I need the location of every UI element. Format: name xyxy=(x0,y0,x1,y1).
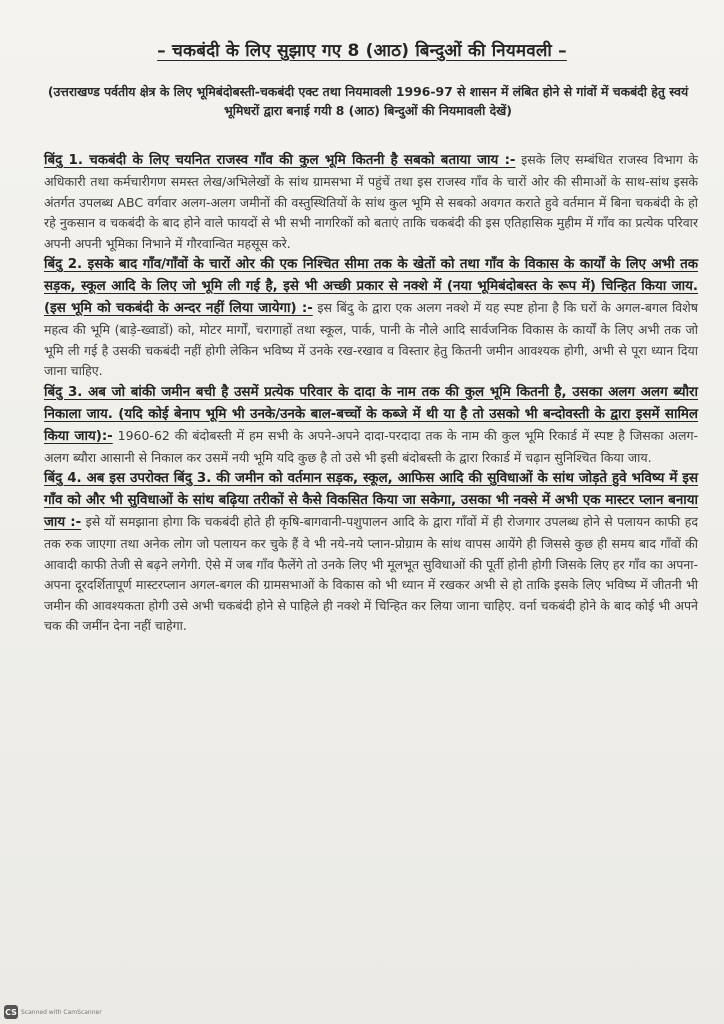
section-2 xyxy=(44,254,698,382)
title-text: – चकबंदी के लिए सुझाए गए 8 (आठ) बिन्दुओं की नियमवली – xyxy=(157,41,567,61)
subnote: (उत्तराखण्ड पर्वतीय क्षेत्र के लिए भूमिबंदोबस्ती-चकबंदी एक्ट तथा नियमावली 1996-97 से शासन में लंबित होने से गांवों में चकबंदी हेतु स्वयं भूमिधरों द्वारा बनाई गयी 8 (आठ) बिन्दुओं की नियमावली देखें) xyxy=(47,84,689,118)
section-body: इस बिंदु के द्वारा एक अलग नक्शे में यह स्पष्ट होना है कि घरों के अगल-बगल विशेष महत्व की भूमि (बाड़े-ख्वाडों) को, मोटर मार्गों, चरागाहों तथा स्कूल, पार्क, पानी के नौले आदि सार्वजनिक विकास के कार्यों के लिए अभी तक जो भूमि ली गई है उसकी चकबंदी नहीं होगी लेकिन भविष्य में उनके रख-रखाव व विस्तार हेतु कितनी जमीन आवश्यक होगी, अभी से पूरा ध्यान दिया जाना चाहिए. xyxy=(44,300,698,378)
section-heading: बिंदु 2. इसके बाद गाँव/गाँवों के चारों ओर की एक निश्चित सीमा तक के खेतों को तथा गाँव के विकास के कार्यों के लिए अभी तक सड़क, स्कूल आदि के लिए जो भूमि ली गई है, इसे भी अच्छी प्रकार से नक्शे में (नया भूमिबंदोबस्त के रूप में) चिन्हित किया जाय. (इस भूमि को चकबंदी के अन्दर नहीं लिया जायेगा) :- xyxy=(44,257,698,316)
section-body: 1960-62 की बंदोबस्ती में हम सभी के अपने-अपने दादा-परदादा तक के नाम की कुल भूमि रिकार्ड में स्पष्ट है जिसका अलग-अलग ब्यौरा आसानी से निकाल कर उसमें नयी भूमि यदि कुछ है तो उसे भी इसी बंदोबस्ती के द्वारा रिकार्ड में चढ़ान सुनिश्चित किया जाय. xyxy=(44,427,698,465)
camscanner-icon: CS xyxy=(4,1005,18,1019)
section-body: इसे यों समझाना होगा कि चकबंदी होते ही कृषि-बागवानी-पशुपालन आदि के द्वारा गाँवों में ही रोजगार उपलब्ध होने से पलायन काफी हद तक रुक जाएगा तथा अनेक लोग जो पलायन कर चुके हैं वे भी नये-नये प्लान-प्रोग्राम के सांथ वापस आयेंगे ही जिससे कुछ ही समय बाद गाँवों की आवादी काफी तेजी से बढ़ने लगेगी. ऐसे में जब गाँव फैलेंगे तो उनके लिए भी मूलभूत सुविधाओं की पूर्ती होनी होगी जिसके लिए हर गाँव का अपना-अपना दूरदर्शितापूर्ण मास्टरप्लान अगल-बगल की ग्रामसभाओं के विकास को भी ध्यान में रखकर अभी से हो ताकि इसके लिए भविष्य में जीतनी भी जमीन की आवश्यकता होगी उसे अभी चकबंदी होने से पाहिले ही नक्शे में चिन्हित कर लिया जाना चाहिए. वर्ना चकबंदी होने के बाद कोई भी अपने चक की जमींन देना नहीं चाहेगा. xyxy=(44,514,698,633)
content xyxy=(44,150,698,637)
camscanner-text: Scanned with CamScanner xyxy=(21,1008,102,1016)
section-body: इसके लिए सम्बंधित राजस्व विभाग के अधिकारी तथा कर्मचारीगण समस्त लेख/अभिलेखों के सांथ ग्रामसभा में पहुंचें तथा इस राजस्व गाँव के चारों ओर की सीमाओं के साथ-सांथ इसके अंतर्गत उपलब्ध ABC वर्गवार अलग-अलग जमीनों की वस्तुस्थितियों के सांथ कुल भूमि से सबको अवगत कराते हुवे वर्तमान में बिना चकबंदी के हो रहे नुकसान व चकबंदी के बाद होने वाले फायदों से भी सभी नागरिकों को बताएं ताकि चकबंदी की इस एतिहासिक मुहीम में गाँव का प्रत्येक परिवार अपनी अपनी भूमिका निभाने में गौरवान्वित महसूस करे. xyxy=(44,152,698,251)
camscanner-watermark xyxy=(4,1004,102,1020)
document-title xyxy=(0,38,724,61)
section-heading: बिंदु 3. अब जो बांकी जमीन बची है उसमें प्रत्येक परिवार के दादा के नाम तक की कुल भूमि कितनी है, उसका अलग अलग ब्यौरा निकाला जाय. (यदि कोई बेनाप भूमि भी उनके/उनके बाल-बच्चों के कब्जे में थी या है तो उसको भी बन्दोवस्ती के द्वारा इसमें सामिल किया जाय):- xyxy=(44,384,698,444)
section-3 xyxy=(44,382,698,469)
section-1 xyxy=(44,150,698,254)
section-4 xyxy=(44,468,698,637)
section-heading: बिंदु 4. अब इस उपरोक्त बिंदु 3. की जमीन को वर्तमान सड़क, स्कूल, आफिस आदि की सुविधाओं के सांथ जोड़ते हुवे भविष्य में इस गाँव को और भी सुविधाओं के सांथ बढ़िया तरीकों से कैसे विकसित किया जा सकेगा, उसका भी नक्से में अभी एक मास्टर प्लान बनाया जाय :- xyxy=(44,471,698,530)
section-heading: बिंदु 1. चकबंदी के लिए चयनित राजस्व गाँव की कुल भूमि कितनी है सबको बताया जाय :- xyxy=(44,153,516,168)
